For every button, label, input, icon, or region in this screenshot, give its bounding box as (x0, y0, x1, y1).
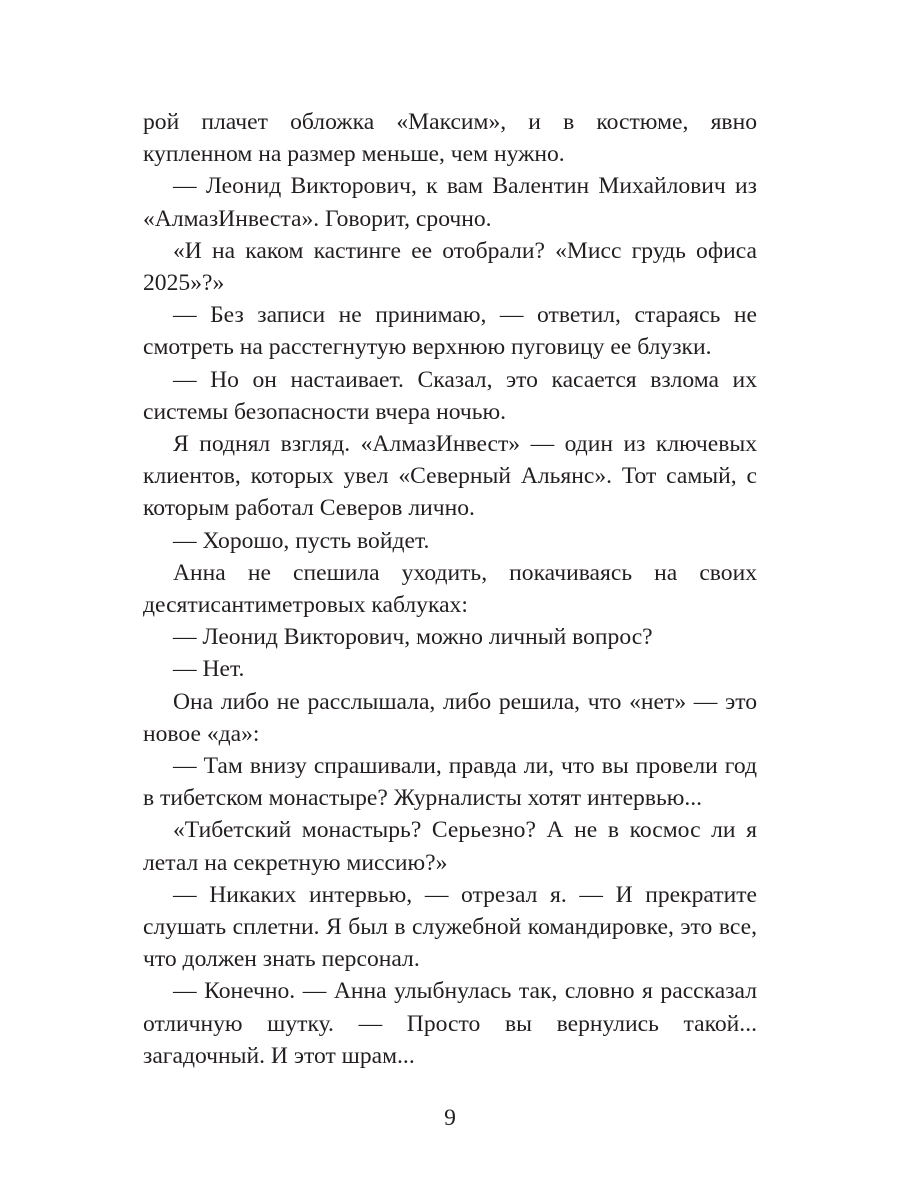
paragraph-1: рой плачет обложка «Максим», и в костюме, явно купленном на размер меньше, чем нужно. (143, 109, 757, 168)
paragraph-3: «И на каком кастинге ее отобрали? «Мисс грудь офиса 2025»?» (143, 237, 757, 297)
paragraph-5: — Но он настаивает. Сказал, это касается взлома их системы безопасности вчера ночью. (143, 366, 757, 425)
paragraph-10: — Нет. (173, 656, 245, 683)
paragraph-4: — Без записи не принимаю, — ответил, стараясь не смотреть на расстегнутую верхнюю пуговицу ее блузки. (143, 302, 757, 361)
paragraph-9: — Леонид Викторович, можно личный вопрос? (173, 624, 653, 651)
paragraph-2: — Леонид Викторович, к вам Валентин Михайлович из «АлмазИнвеста». Говорит, срочно. (143, 173, 757, 232)
page-number: 9 (444, 1105, 456, 1131)
paragraph-7: — Хорошо, пусть войдет. (173, 527, 430, 554)
paragraph-14: — Никаких интервью, — отрезал я. — И прекратите слушать сплетни. Я был в служебной командировке, это все, что должен знать персонал. (143, 881, 757, 973)
paragraph-12: — Там внизу спрашивали, правда ли, что вы провели год в тибетском монастыре? Журналисты хотят интервью... (143, 753, 757, 812)
paragraph-6: Я поднял взгляд. «АлмазИнвест» — один из ключевых клиентов, которых увел «Северный Альянс». Тот самый, с которым работал Северов лично. (143, 431, 757, 522)
paragraph-8: Анна не спешила уходить, покачиваясь на своих десятисантиметровых каблуках: (143, 559, 757, 619)
paragraph-11: Она либо не расслышала, либо решила, что «нет» — это новое «да»: (143, 688, 757, 747)
paragraph-13: «Тибетский монастырь? Серьезно? А не в космос ли я летал на секретную миссию?» (143, 817, 757, 876)
paragraph-15: — Конечно. — Анна улыбнулась так, словно я рассказал отличную шутку. — Просто вы вернулись такой... загадочный. И этот шрам... (143, 978, 757, 1069)
body-text (143, 106, 757, 1072)
